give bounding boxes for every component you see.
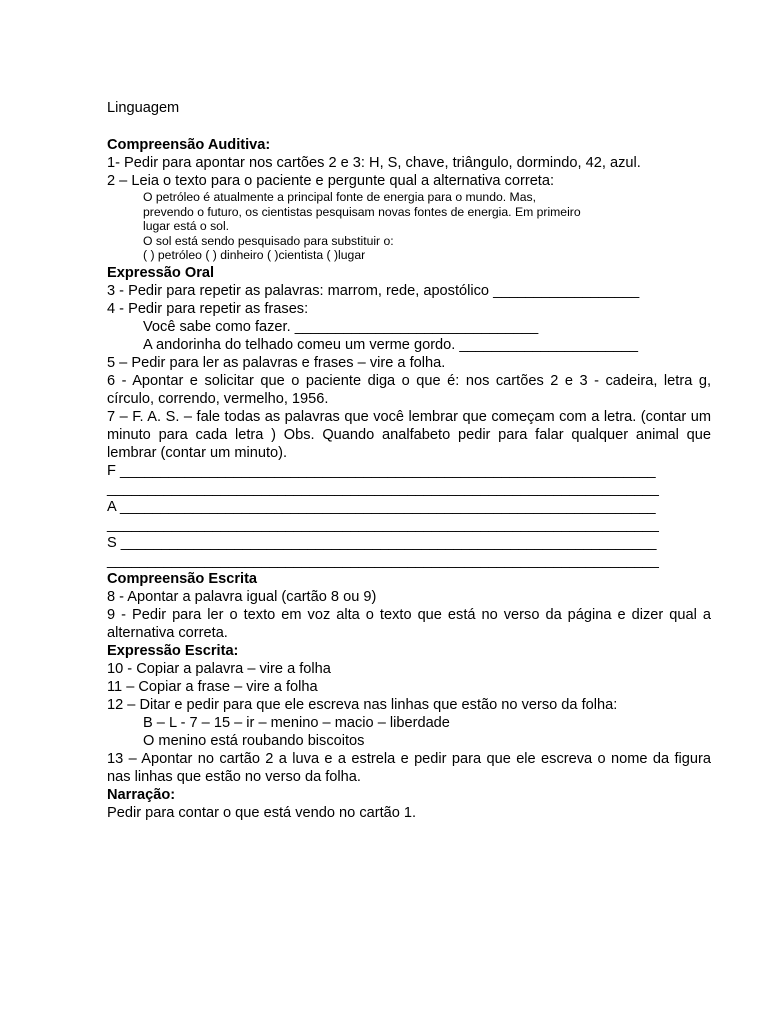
answer-line-a: A __________________________________________________________________ [107,498,656,515]
section-heading-expressao-escrita: Expressão Escrita: [107,642,239,659]
section-heading-compreensao-escrita: Compreensão Escrita [107,570,258,587]
item-1: 1- Pedir para apontar nos cartões 2 e 3: H, S, chave, triângulo, dormindo, 42, azul. [107,155,641,171]
document-body [107,99,711,822]
reading-text-line-1: O petróleo é atualmente a principal fonte de energia para o mundo. Mas, [143,190,536,204]
reading-question: O sol está sendo pesquisado para substituir o: [143,233,394,248]
item-2: 2 – Leia o texto para o paciente e pergunte qual a alternativa correta: [107,173,555,189]
item-7: 7 – F. A. S. – fale todas as palavras que você lembrar que começam com a letra. (contar um minuto para cada letra ) Obs. Quando analfabeto pedir para falar qualquer animal que lembrar (contar um minuto). [107,408,711,461]
item-12-dictation-words: B – L - 7 – 15 – ir – menino – macio – liberdade [143,714,450,731]
item-10: 10 - Copiar a palavra – vire a folha [107,660,331,677]
item-4: 4 - Pedir para repetir as frases: [107,300,309,317]
item-11: 11 – Copiar a frase – vire a folha [107,678,318,695]
item-9: 9 - Pedir para ler o texto em voz alta o texto que está no verso da página e dizer qual a alternativa correta. [107,606,711,641]
item-6: 6 - Apontar e solicitar que o paciente diga o que é: nos cartões 2 e 3 - cadeira, letra g, círculo, correndo, vermelho, 1956. [107,372,711,407]
answer-line-a-continued: ____________________________________________________________________ [107,516,659,533]
section-heading-narracao: Narração: [107,786,176,803]
item-3: 3 - Pedir para repetir as palavras: marrom, rede, apostólico __________________ [107,282,640,299]
answer-line-f: F __________________________________________________________________ [107,462,656,479]
section-heading-compreensao-auditiva: Compreensão Auditiva: [107,137,271,153]
document-title: Linguagem [107,100,180,116]
item-5: 5 – Pedir para ler as palavras e frases – vire a folha. [107,354,446,371]
reading-text-line-3: lugar está o sol. [143,219,230,234]
item-12: 12 – Ditar e pedir para que ele escreva nas linhas que estão no verso da folha: [107,696,618,713]
item-4-sentence-1: Você sabe como fazer. ______________________________ [143,318,539,335]
item-12-dictation-sentence: O menino está roubando biscoitos [143,732,365,749]
item-8: 8 - Apontar a palavra igual (cartão 8 ou 9) [107,588,377,605]
reading-text-line-2: prevendo o futuro, os cientistas pesquisam novas fontes de energia. Em primeiro [143,204,581,219]
section-heading-expressao-oral: Expressão Oral [107,264,215,281]
item-4-sentence-2: A andorinha do telhado comeu um verme gordo. ______________________ [143,336,638,353]
narration-instruction: Pedir para contar o que está vendo no cartão 1. [107,804,417,821]
answer-line-s: S __________________________________________________________________ [107,534,657,551]
item-13: 13 – Apontar no cartão 2 a luva e a estrela e pedir para que ele escreva o nome da figura nas linhas que estão no verso da folha. [107,750,711,785]
answer-line-f-continued: ____________________________________________________________________ [107,480,659,497]
reading-options: ( ) petróleo ( ) dinheiro ( )cientista ( )lugar [143,248,366,263]
answer-line-s-continued: ____________________________________________________________________ [107,552,659,569]
